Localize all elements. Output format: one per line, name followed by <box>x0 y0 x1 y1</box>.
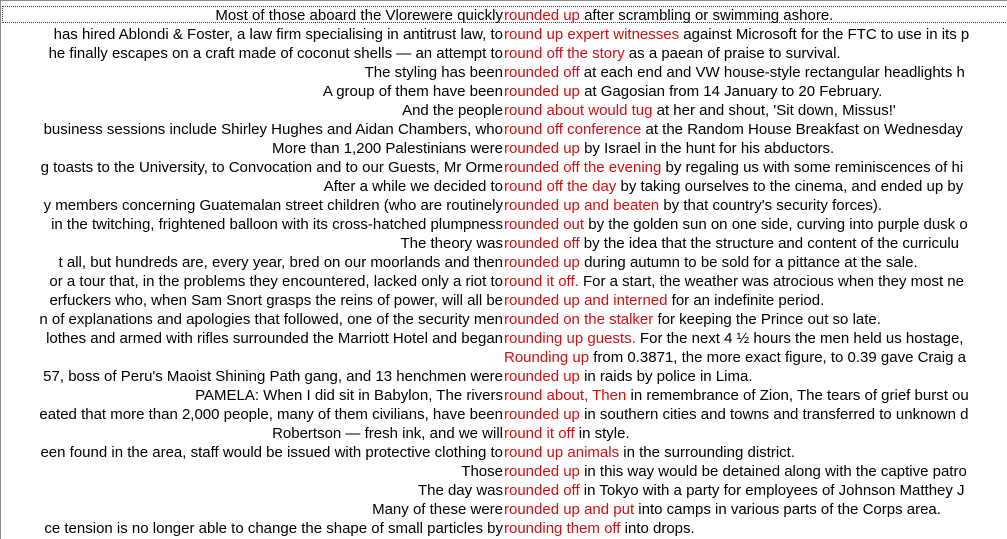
node-and-right-context <box>504 424 630 443</box>
concordance-line[interactable] <box>0 310 1007 329</box>
keyword: rounded up <box>504 7 580 24</box>
keyword: rounded off the evening <box>504 159 662 176</box>
right-context: at her and shout, 'Sit down, Missus!' <box>652 102 896 119</box>
node-and-right-context <box>504 25 969 44</box>
keyword: round it off <box>504 425 575 442</box>
right-context: in raids by police in Lima. <box>579 368 753 385</box>
right-context: by regaling us with some reminiscences of hi <box>661 159 964 176</box>
node-and-right-context <box>504 63 965 82</box>
keyword: round it off. <box>504 273 579 290</box>
concordance-line[interactable] <box>0 120 1007 139</box>
concordance-line[interactable] <box>0 196 1007 215</box>
right-context: in style. <box>574 425 630 442</box>
concordance-line[interactable] <box>0 367 1007 386</box>
node-and-right-context <box>504 44 841 63</box>
left-context: PAMELA: When I did sit in Babylon, The rivers <box>195 387 503 404</box>
node-and-right-context <box>504 6 833 25</box>
left-context: y members concerning Guatemalan street children (who are routinely <box>43 197 503 214</box>
node-and-right-context <box>504 196 882 215</box>
keyword: round about, Then <box>504 387 627 404</box>
node-and-right-context <box>504 367 753 386</box>
concordance-line[interactable] <box>0 386 1007 405</box>
left-context: After a while we decided to <box>323 178 503 195</box>
node-and-right-context <box>504 405 968 424</box>
left-context: Robertson — fresh ink, and we will <box>272 425 503 442</box>
keyword: round off the story <box>504 45 625 62</box>
right-context: by the idea that the structure and content of the curriculu <box>579 235 960 252</box>
concordance-line[interactable] <box>0 348 1007 367</box>
left-context: business sessions include Shirley Hughes and Aidan Chambers, who <box>43 121 503 138</box>
right-context: in this way would be detained along with the captive patro <box>579 463 967 480</box>
left-context: The theory was <box>400 235 503 252</box>
left-context: ce tension is no longer able to change the shape of small particles by <box>44 520 503 537</box>
concordance-line[interactable] <box>0 215 1007 234</box>
node-and-right-context <box>504 348 966 367</box>
right-context: in remembrance of Zion, The tears of grief burst ou <box>626 387 969 404</box>
concordance-line[interactable] <box>0 481 1007 500</box>
concordance-line[interactable] <box>0 405 1007 424</box>
node-and-right-context <box>504 462 967 481</box>
concordance-line[interactable] <box>0 6 1007 25</box>
keyword: round up animals <box>504 444 620 461</box>
keyword: round off the day <box>504 178 617 195</box>
right-context: into drops. <box>620 520 695 537</box>
right-context: from 0.3871, the more exact figure, to 0.39 gave Craig a <box>589 349 966 366</box>
right-context: for keeping the Prince out so late. <box>653 311 881 328</box>
left-context: or a tour that, in the problems they encountered, lacked only a riot to <box>49 273 503 290</box>
node-and-right-context <box>504 310 881 329</box>
node-and-right-context <box>504 139 834 158</box>
left-context: in the twitching, frightened balloon with its cross-hatched plumpness <box>51 216 503 233</box>
node-and-right-context <box>504 386 969 405</box>
left-context: Many of these were <box>372 501 503 518</box>
right-context: by that country's security forces). <box>659 197 883 214</box>
list-frame-top <box>0 0 1007 1</box>
right-context: at each end and VW house-style rectangular headlights h <box>579 64 965 81</box>
right-context: after scrambling or swimming ashore. <box>579 7 834 24</box>
keyword: rounded up and interned <box>504 292 668 309</box>
keyword: rounding up guests. <box>504 330 636 347</box>
left-context: erfuckers who, when Sam Snort grasps the reins of power, will all be <box>49 292 503 309</box>
concordance-line[interactable] <box>0 177 1007 196</box>
keyword: rounded up <box>504 463 580 480</box>
keyword: rounded up <box>504 406 580 423</box>
keyword: rounded up <box>504 368 580 385</box>
keyword: rounding them off <box>504 520 621 537</box>
left-context: een found in the area, staff would be issued with protective clothing to <box>40 444 503 461</box>
node-and-right-context <box>504 101 896 120</box>
concordance-line[interactable] <box>0 158 1007 177</box>
node-and-right-context <box>504 500 941 519</box>
node-and-right-context <box>504 158 963 177</box>
keyword: rounded up <box>504 83 580 100</box>
left-context: And the people <box>402 102 503 119</box>
left-context: The day was <box>417 482 503 499</box>
node-and-right-context <box>504 481 965 500</box>
concordance-line[interactable] <box>0 329 1007 348</box>
node-and-right-context <box>504 291 824 310</box>
right-context: For the next 4 ½ hours the men held us hostage, <box>635 330 964 347</box>
left-context: 57, boss of Peru's Maoist Shining Path gang, and 13 henchmen were <box>43 368 503 385</box>
concordance-line[interactable] <box>0 462 1007 481</box>
node-and-right-context <box>504 519 695 538</box>
left-context: n of explanations and apologies that followed, one of the security men <box>39 311 503 328</box>
concordance-line[interactable] <box>0 44 1007 63</box>
concordance-line[interactable] <box>0 82 1007 101</box>
node-and-right-context <box>504 177 963 196</box>
right-context: in southern cities and towns and transferred to unknown d <box>579 406 969 423</box>
left-context: has hired Ablondi & Foster, a law firm specialising in antitrust law, to <box>53 26 503 43</box>
right-context: in Tokyo with a party for employees of Johnson Matthey J <box>579 482 965 499</box>
concordance-line[interactable] <box>0 101 1007 120</box>
concordance-line[interactable] <box>0 139 1007 158</box>
node-and-right-context <box>504 329 963 348</box>
keyword: rounded up <box>504 254 580 271</box>
right-context: at Gagosian from 14 January to 20 February. <box>579 83 883 100</box>
left-context: Those <box>461 463 503 480</box>
keyword: rounded up and put <box>504 501 635 518</box>
left-context: g toasts to the University, to Convocation and to our Guests, Mr Orme <box>40 159 503 176</box>
right-context: during autumn to be sold for a pittance at the sale. <box>579 254 918 271</box>
concordance-line[interactable] <box>0 25 1007 44</box>
keyword: rounded on the stalker <box>504 311 654 328</box>
node-and-right-context <box>504 253 918 272</box>
keyword: rounded up <box>504 140 580 157</box>
left-context: Most of those aboard the Vlorewere quickly <box>215 7 503 24</box>
left-context: A group of them have been <box>322 83 503 100</box>
keyword: rounded up and beaten <box>504 197 660 214</box>
right-context: as a paean of praise to survival. <box>624 45 841 62</box>
right-context: by Israel in the hunt for his abductors. <box>579 140 835 157</box>
node-and-right-context <box>504 120 963 139</box>
right-context: against Microsoft for the FTC to use in its p <box>679 26 970 43</box>
left-context: More than 1,200 Palestinians were <box>272 140 503 157</box>
left-context: t all, but hundreds are, every year, bred on our moorlands and then <box>58 254 503 271</box>
keyword: rounded off <box>504 64 580 81</box>
concordance-line[interactable] <box>0 63 1007 82</box>
right-context: into camps in various parts of the Corps area. <box>634 501 941 518</box>
left-context: he finally escapes on a craft made of coconut shells — an attempt to <box>48 45 503 62</box>
right-context: by taking ourselves to the cinema, and ended up by <box>616 178 964 195</box>
node-and-right-context <box>504 272 964 291</box>
concordance-line[interactable] <box>0 234 1007 253</box>
left-context: The styling has been <box>364 64 503 81</box>
right-context: at the Random House Breakfast on Wednesday <box>641 121 963 138</box>
concordance-line[interactable] <box>0 291 1007 310</box>
right-context: in the surrounding district. <box>619 444 795 461</box>
concordance-line[interactable] <box>0 424 1007 443</box>
right-context: by the golden sun on one side, curving into purple dusk o <box>584 216 968 233</box>
node-and-right-context <box>504 215 968 234</box>
keyword: round off conference <box>504 121 642 138</box>
left-context: lothes and armed with rifles surrounded the Marriott Hotel and began <box>46 330 503 347</box>
keyword: Rounding up <box>504 349 590 366</box>
concordance-line[interactable] <box>0 272 1007 291</box>
keyword: rounded off <box>504 235 580 252</box>
keyword: rounded off <box>504 482 580 499</box>
keyword: round about would tug <box>504 102 653 119</box>
keyword: rounded out <box>504 216 585 233</box>
node-and-right-context <box>504 443 795 462</box>
concordance-line[interactable] <box>0 253 1007 272</box>
right-context: For a start, the weather was atrocious when they most ne <box>578 273 964 290</box>
concordance-line[interactable] <box>0 443 1007 462</box>
concordance-line[interactable] <box>0 500 1007 519</box>
node-and-right-context <box>504 234 959 253</box>
left-context: eated that more than 2,000 people, many of them civilians, have been <box>39 406 503 423</box>
right-context: for an indefinite period. <box>667 292 825 309</box>
keyword: round up expert witnesses <box>504 26 680 43</box>
concordance-line[interactable] <box>0 519 1007 538</box>
node-and-right-context <box>504 82 882 101</box>
